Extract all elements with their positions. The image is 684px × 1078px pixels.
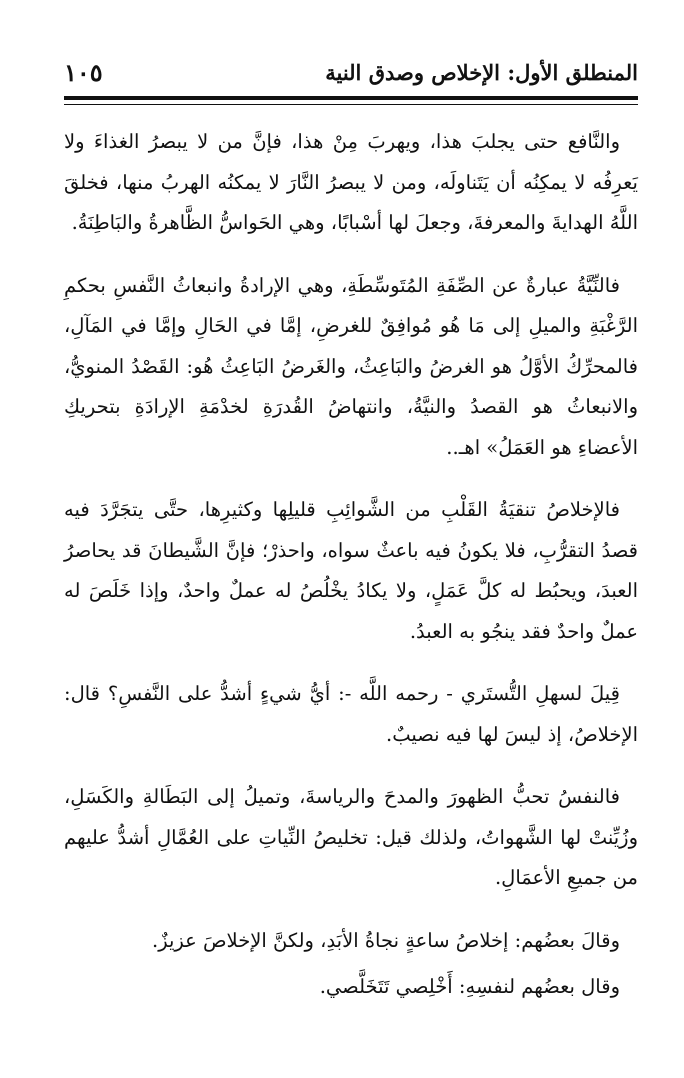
page-body xyxy=(64,122,638,1014)
paragraph-intention-definition: فالنِّيَّةُ عبارةٌ عن الصِّفَةِ المُتَوسِّطَةِ، وهي الإرادةُ وانبعاثُ النَّفسِ بحكمِ الرَّغْبَةِ والميلِ إلى مَا هُو مُوافِقٌ للغرضِ، إمَّا في الحَالِ وإمَّا في المَآلِ، فالمحرِّكُ الأوَّلُ هو الغرضُ والبَاعِثُ، والغَرضُ البَاعِثُ هُو: القَصْدُ المنويُّ، والانبعاثُ هو القصدُ والنيَّةُ، وانتهاضُ القُدرَةِ لخدْمَةِ الإرادَةِ بتحريكِ الأعضاءِ هو العَمَلُ» اهـ.. xyxy=(64,273,638,459)
header-rule-thin xyxy=(64,104,638,105)
paragraph-quote-one: وقالَ بعضُهم: إخلاصُ ساعةٍ نجاةُ الأبَدِ، ولكنَّ الإخلاصَ عزيزٌ. xyxy=(152,928,620,952)
header-rule-thick xyxy=(64,96,638,100)
running-head: المنطلق الأول: الإخلاص وصدق النية xyxy=(325,60,638,85)
page-number: ١٠٥ xyxy=(64,58,103,87)
page-header xyxy=(64,52,638,96)
paragraph-sincerity-definition: فالإخلاصُ تنقيَةُ القَلْبِ من الشَّوائِبِ قليلِها وكثيرِها، حتَّى يتجَرَّدَ فيه قصدُ التقرُّبِ، فلا يكونُ فيه باعثٌ سواه، واحذرْ؛ فإنَّ الشَّيطانَ قد يحاصرُ العبدَ، ويحبُط له كلَّ عَمَلٍ، ولا يكادُ يخْلُصُ له عملٌ واحدٌ، وإذا خَلَصَ له عملٌ واحدٌ فقد ينجُو به العبدُ. xyxy=(64,498,638,643)
paragraph-soul-desires: فالنفسُ تحبُّ الظهورَ والمدحَ والرياسةَ، وتميلُ إلى البَطَالةِ والكَسَلِ، وزُيِّنتْ لها الشَّهواتُ، ولذلك قيل: تخليصُ النِّياتِ على العُمَّالِ أشدُّ عليهم من جميعِ الأعمَالِ. xyxy=(64,785,638,889)
paragraph-quote-two: وقال بعضُهم لنفسِهِ: أَخْلِصي تَتَخَلَّصي. xyxy=(319,975,620,998)
paragraph-sahl-tustari: قِيلَ لسهلِ التُّستَري - رحمه اللَّه -: أيُّ شيءٍ أشدُّ على النَّفسِ؟ قال: الإخلاصُ، إذ ليسَ لها فيه نصيبٌ. xyxy=(64,682,638,746)
paragraph-senses: والنَّافع حتى يجلبَ هذا، ويهربَ مِنْ هذا، فإنَّ من لا يبصرُ الغذاءَ ولا يَعرِفُه لا يمكِنُه أن يَتَناولَه، ومن لا يبصرُ النَّارَ لا يمكنُه الهربُ منها، فخلقَ اللَّهُ الهدايةَ والمعرفةَ، وجعلَ لها أسْبابًا، وهي الحَواسُّ الظَّاهرةُ والبَاطِنَةُ. xyxy=(64,130,638,234)
